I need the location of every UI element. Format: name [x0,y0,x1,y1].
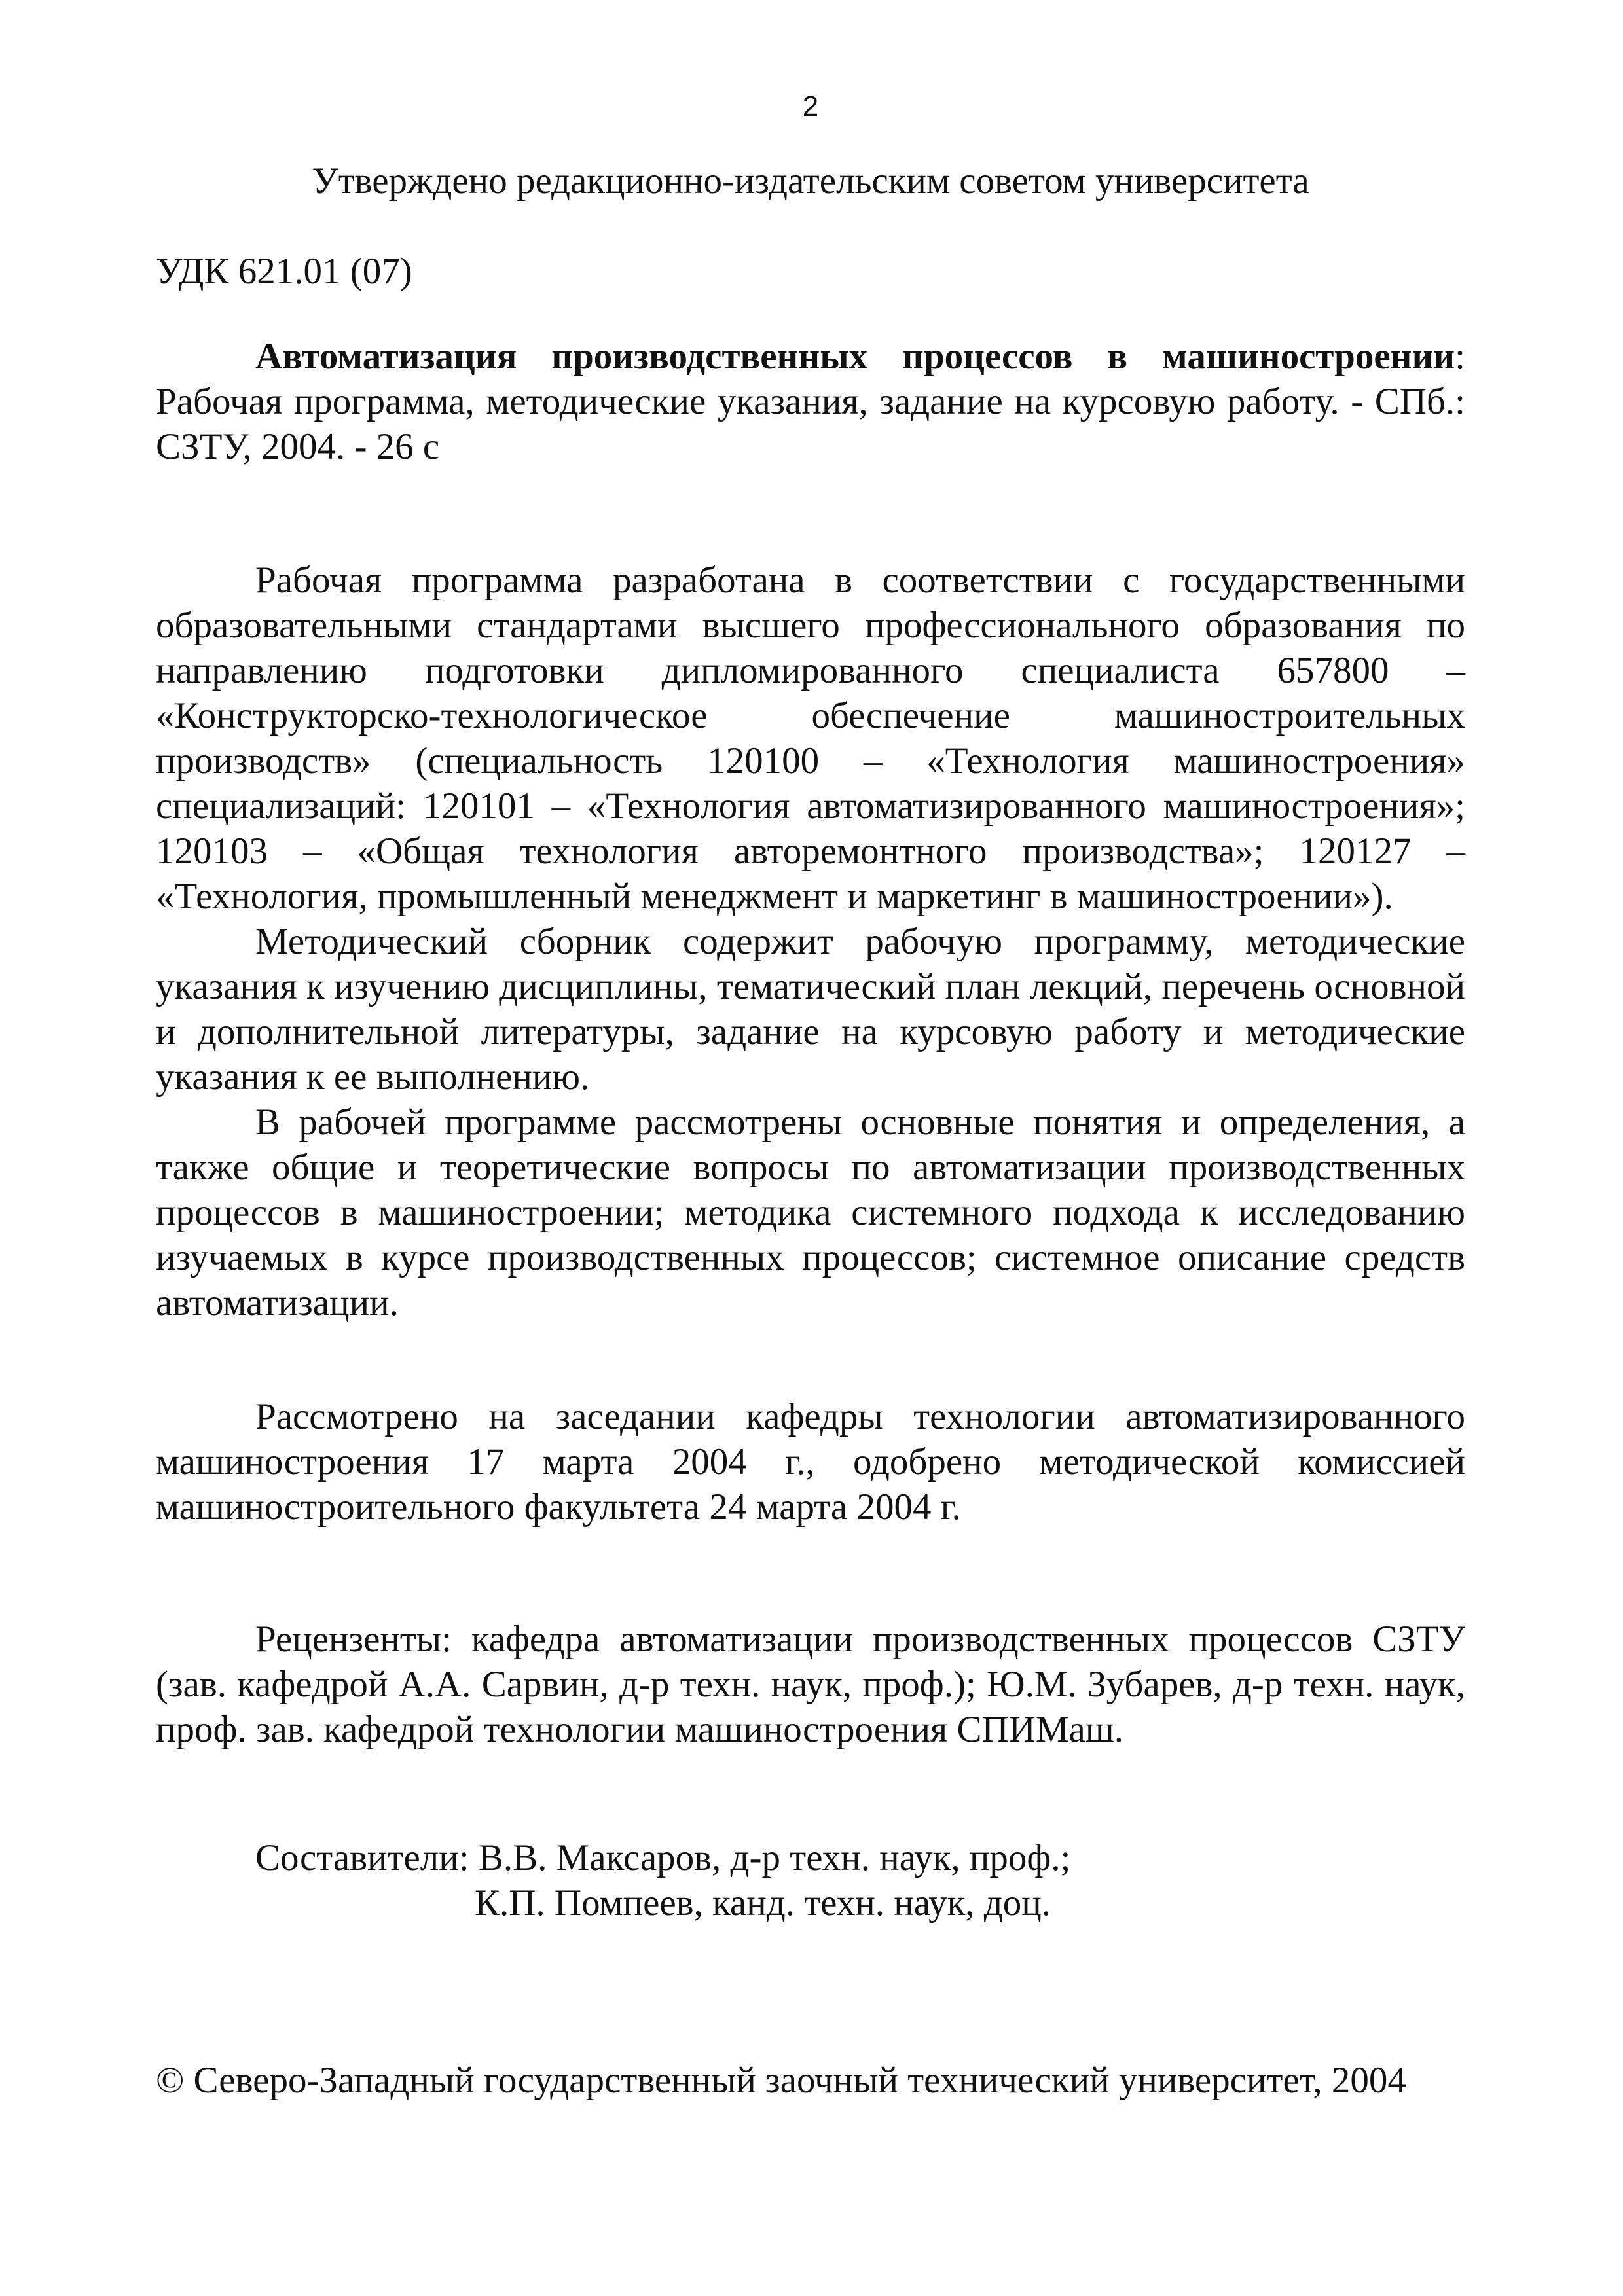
reviewers [156,1617,1465,1752]
review-note-paragraph: Рассмотрено на заседании кафедры технологии автоматизированного машиностроения 17 марта 2004 г., одобрено методической комиссией машиностроительного факультета 24 марта 2004 г. [156,1396,1465,1528]
compilers-line-1: Составители: В.В. Максаров, д-р техн. наук, проф.; [255,1837,1071,1878]
bibliographic-details: : Рабочая программа, методические указания, задание на курсовую работу. - СПб.: СЗТУ, 2004. - 26 с [156,336,1465,467]
page-number: 2 [802,90,819,122]
abstract-paragraph-1: Рабочая программа разработана в соответствии с государственными образовательными стандартами высшего профессионального образования по направлению подготовки дипломированного специалиста 657800 – «Конструкторско-технологическое обеспечение машиностроительных производств» (специальность 120100 – «Технология машиностроения» специализаций: 120101 – «Технология автоматизированного машиностроения»; 120103 – «Общая технология авторемонтного производства»; 120127 – «Технология, промышленный менеджмент и маркетинг в машиностроении»). [156,560,1465,917]
abstract-paragraph-3: В рабочей программе рассмотрены основные понятия и определения, а также общие и теоретические вопросы по автоматизации производственных процессов в машиностроении; методика системного подхода к исследованию изучаемых в курсе производственных процессов; системное описание средств автоматизации. [156,1102,1465,1323]
reviewers-paragraph: Рецензенты: кафедра автоматизации производственных процессов СЗТУ (зав. кафедрой А.А. Сарвин, д-р техн. наук, проф.); Ю.М. Зубарев, д-р техн. наук, проф. зав. кафедрой технологии машиностроения СПИМаш. [156,1619,1465,1750]
bibliographic-entry [156,334,1465,469]
approval-line: Утверждено редакционно-издательским советом университета [312,160,1309,202]
book-title: Автоматизация производственных процессов в машиностроении [255,336,1455,377]
abstract [156,558,1465,1325]
bibliographic-paragraph [156,334,1465,469]
document-page [156,0,1465,2296]
udk-code: УДК 621.01 (07) [156,251,412,292]
abstract-paragraph-2: Методический сборник содержит рабочую программу, методические указания к изучению дисциплины, тематический план лекций, перечень основной и дополнительной литературы, задание на курсовую работу и методические указания к ее выполнению. [156,921,1465,1098]
copyright-notice: © Северо-Западный государственный заочный технический университет, 2004 [156,2060,1406,2101]
compilers-line-2: К.П. Помпеев, канд. техн. наук, доц. [475,1882,1051,1924]
compilers [255,1835,1465,1926]
review-note [156,1394,1465,1530]
